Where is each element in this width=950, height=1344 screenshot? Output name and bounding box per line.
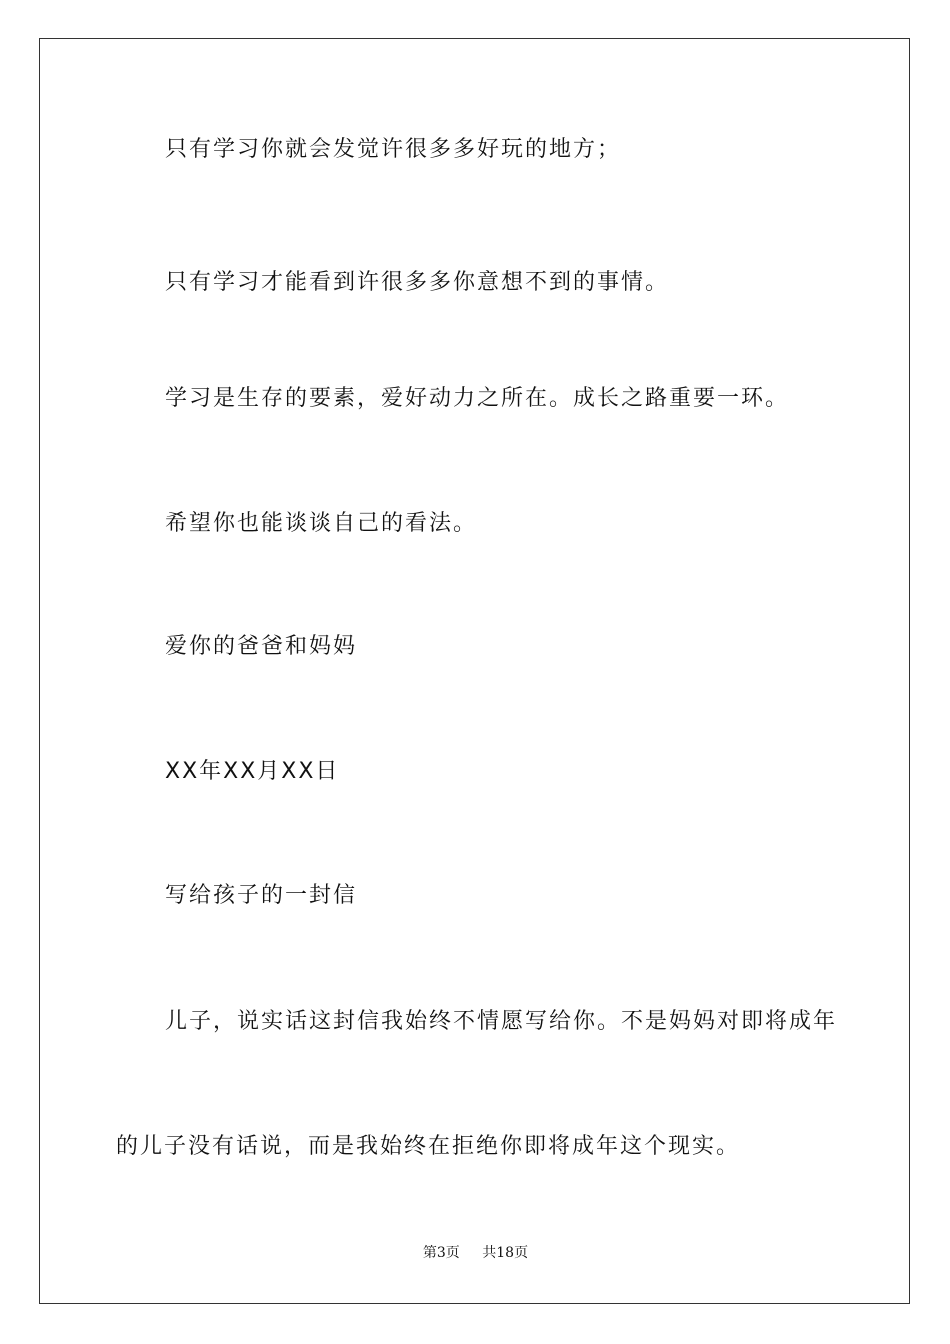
paragraph-line: 只有学习你就会发觉许很多多好玩的地方；	[165, 137, 622, 162]
paragraph-line: 的儿子没有话说，而是我始终在拒绝你即将成年这个现实。	[116, 1134, 741, 1159]
letter-title: 写给孩子的一封信	[165, 883, 358, 908]
page-frame	[39, 38, 910, 1304]
paragraph-line: 学习是生存的要素，爱好动力之所在。成长之路重要一环。	[165, 386, 790, 411]
date-line: XX年XX月XX日	[165, 759, 340, 784]
signature-line: 爱你的爸爸和妈妈	[165, 634, 358, 659]
paragraph-line: 希望你也能谈谈自己的看法。	[165, 511, 478, 536]
page-total: 共18页	[482, 1245, 529, 1261]
paragraph-line: 儿子，说实话这封信我始终不情愿写给你。不是妈妈对即将成年	[165, 1009, 838, 1034]
page-footer	[40, 1244, 911, 1262]
page-number: 第3页	[422, 1245, 460, 1261]
paragraph-line: 只有学习才能看到许很多多你意想不到的事情。	[165, 270, 670, 295]
